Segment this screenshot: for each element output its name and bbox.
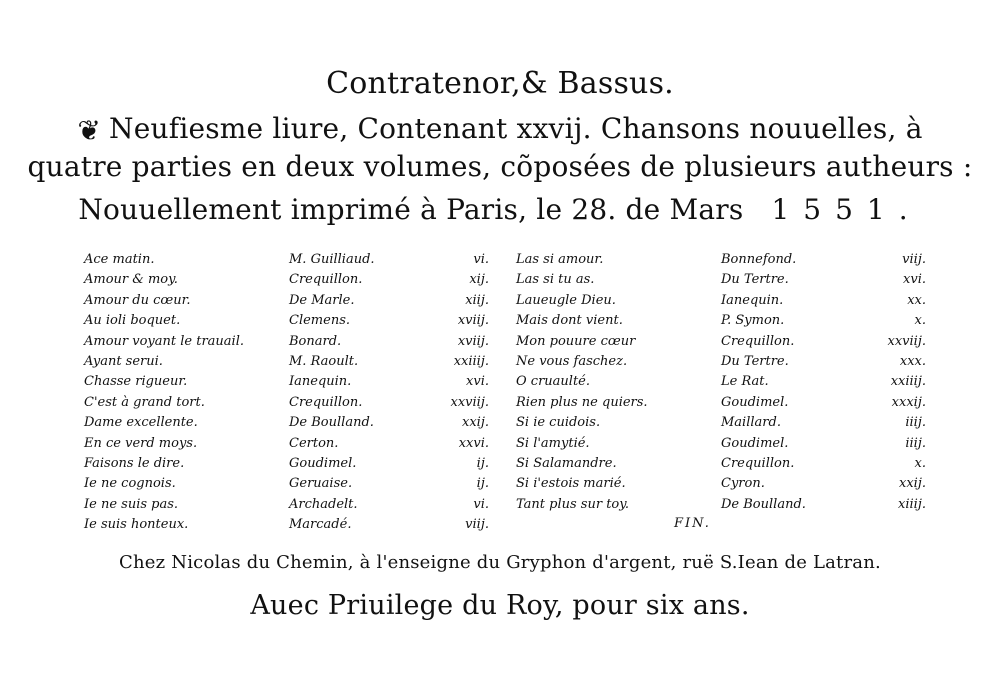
toc-folio-number: xij. bbox=[469, 272, 489, 288]
toc-composer: Archadelt. bbox=[289, 496, 358, 512]
book-title-line bbox=[0, 112, 1000, 147]
toc-song-title: Dame excellente. bbox=[84, 415, 198, 431]
toc-row bbox=[84, 293, 504, 313]
toc-composer: Bonard. bbox=[289, 333, 342, 349]
toc-row bbox=[516, 252, 936, 272]
toc-row bbox=[516, 395, 936, 415]
toc-song-title: Las si amour. bbox=[516, 252, 604, 267]
toc-song-title: Amour du cœur. bbox=[84, 292, 191, 308]
toc-song-title: Ie ne suis pas. bbox=[84, 496, 179, 512]
toc-folio-number: xiij. bbox=[465, 292, 489, 308]
toc-folio-number: xvi. bbox=[903, 272, 926, 288]
toc-row bbox=[516, 374, 936, 394]
toc-folio-number: xxij. bbox=[899, 476, 926, 492]
toc-song-title: Mon pouure cœur bbox=[516, 333, 636, 349]
toc-composer: Certon. bbox=[289, 435, 339, 451]
toc-folio-number: xxvi. bbox=[458, 435, 489, 451]
toc-row bbox=[516, 272, 936, 292]
toc-folio-number: iiij. bbox=[905, 415, 926, 431]
toc-song-title: Faisons le dire. bbox=[84, 456, 185, 471]
toc-composer: Du Tertre. bbox=[721, 272, 789, 288]
toc-row bbox=[516, 476, 936, 496]
toc-song-title: Mais dont vient. bbox=[516, 313, 623, 329]
toc-song-title: Si i'estois marié. bbox=[516, 476, 626, 492]
toc-folio-number: xx. bbox=[907, 292, 926, 308]
toc-composer: M. Raoult. bbox=[289, 354, 359, 369]
toc-folio-number: xxviij. bbox=[450, 394, 489, 410]
toc-song-title: Rien plus ne quiers. bbox=[516, 394, 648, 410]
printer-line: Chez Nicolas du Chemin, à l'enseigne du Gryphon d'argent, ruë S.Iean de Latran. bbox=[119, 552, 881, 573]
toc-composer: Maillard. bbox=[721, 415, 781, 431]
toc-song-title: O cruaulté. bbox=[516, 374, 590, 390]
imprint-line bbox=[0, 193, 1000, 226]
toc-row bbox=[84, 354, 504, 374]
toc-folio-number: xviij. bbox=[457, 313, 489, 329]
toc-composer: Clemens. bbox=[289, 313, 350, 329]
toc-row bbox=[84, 272, 504, 292]
toc-song-title: Ie suis honteux. bbox=[84, 517, 189, 533]
toc-folio-number: ij. bbox=[476, 476, 489, 492]
toc-row bbox=[84, 436, 504, 456]
toc-folio-number: xxviij. bbox=[887, 333, 926, 349]
fleuron-icon: ❦ bbox=[77, 114, 102, 147]
toc-composer: De Boulland. bbox=[721, 496, 806, 512]
toc-song-title: Las si tu as. bbox=[516, 272, 595, 288]
toc-composer: Goudimel. bbox=[289, 456, 357, 471]
toc-folio-number: xxiiij. bbox=[890, 374, 926, 390]
toc-song-title: Si l'amytié. bbox=[516, 435, 590, 451]
toc-composer: Crequillon. bbox=[721, 456, 795, 471]
toc-folio-number: xvi. bbox=[466, 374, 489, 390]
toc-row bbox=[84, 395, 504, 415]
toc-song-title: Si Salamandre. bbox=[516, 456, 617, 471]
toc-row bbox=[516, 415, 936, 435]
toc-row bbox=[516, 293, 936, 313]
toc-composer: Du Tertre. bbox=[721, 354, 789, 369]
toc-composer: M. Guilliaud. bbox=[289, 252, 375, 267]
toc-row bbox=[84, 476, 504, 496]
toc-folio-number: xxij. bbox=[462, 415, 489, 431]
toc-folio-number: vi. bbox=[473, 252, 489, 267]
toc-song-title: Chasse rigueur. bbox=[84, 374, 188, 390]
toc-folio-number: x. bbox=[914, 456, 926, 471]
toc-song-title: Amour & moy. bbox=[84, 272, 178, 288]
toc-song-title: En ce verd moys. bbox=[84, 435, 198, 451]
toc-row bbox=[516, 497, 936, 517]
imprint-text: Nouuellement imprimé à Paris, le 28. de Mars bbox=[78, 193, 744, 226]
toc-composer: Crequillon. bbox=[289, 272, 363, 288]
toc-song-title: Ie ne cognois. bbox=[84, 476, 176, 492]
toc-row bbox=[516, 334, 936, 354]
toc-composer: Geruaise. bbox=[289, 476, 353, 492]
toc-row bbox=[516, 313, 936, 333]
toc-song-title: Ne vous faschez. bbox=[516, 354, 628, 369]
toc-song-title: Ace matin. bbox=[84, 252, 155, 267]
toc-composer: Goudimel. bbox=[721, 394, 789, 410]
toc-row bbox=[84, 313, 504, 333]
toc-composer: Le Rat. bbox=[721, 374, 769, 390]
toc-composer: Crequillon. bbox=[289, 394, 363, 410]
toc-row bbox=[84, 374, 504, 394]
toc-folio-number: viij. bbox=[902, 252, 926, 267]
toc-composer: De Marle. bbox=[289, 292, 355, 308]
toc-row bbox=[516, 436, 936, 456]
toc-folio-number: xviij. bbox=[457, 333, 489, 349]
toc-row bbox=[516, 354, 936, 374]
toc-row bbox=[84, 334, 504, 354]
toc-folio-number: iiij. bbox=[905, 435, 926, 451]
toc-row bbox=[84, 497, 504, 517]
voice-part-heading: Contratenor,& Bassus. bbox=[326, 66, 674, 101]
toc-composer: Crequillon. bbox=[721, 333, 795, 349]
toc-folio-number: vi. bbox=[473, 496, 489, 512]
privilege-line: Auec Priuilege du Roy, pour six ans. bbox=[250, 590, 750, 621]
toc-song-title: Ayant serui. bbox=[84, 354, 163, 369]
toc-composer: P. Symon. bbox=[721, 313, 785, 329]
toc-song-title: C'est à grand tort. bbox=[84, 394, 205, 410]
toc-song-title: Tant plus sur toy. bbox=[516, 496, 629, 512]
imprint-year: 1551. bbox=[771, 193, 922, 226]
toc-composer: Ianequin. bbox=[289, 374, 352, 390]
toc-folio-number: x. bbox=[914, 313, 926, 329]
toc-folio-number: xxiiij. bbox=[453, 354, 489, 369]
toc-song-title: Au ioli boquet. bbox=[84, 313, 181, 329]
toc-row bbox=[516, 456, 936, 476]
toc-song-title: Laueugle Dieu. bbox=[516, 292, 616, 308]
toc-folio-number: xxx. bbox=[899, 354, 926, 369]
toc-row bbox=[84, 456, 504, 476]
book-title-text: Neufiesme liure, Contenant xxvij. Chansons nouuelles, à bbox=[109, 112, 923, 145]
toc-composer: Bonnefond. bbox=[721, 252, 797, 267]
toc-song-title: Si ie cuidois. bbox=[516, 415, 601, 431]
book-subtitle-line: quatre parties en deux volumes, cõposées de plusieurs autheurs : bbox=[27, 150, 973, 183]
toc-composer: Ianequin. bbox=[721, 292, 784, 308]
toc-folio-number: xiiij. bbox=[898, 496, 926, 512]
toc-song-title: Amour voyant le trauail. bbox=[84, 333, 244, 349]
toc-folio-number: ij. bbox=[476, 456, 489, 471]
fin-mark: FIN. bbox=[674, 516, 711, 531]
toc-composer: Marcadé. bbox=[289, 517, 352, 533]
toc-composer: De Boulland. bbox=[289, 415, 374, 431]
toc-composer: Goudimel. bbox=[721, 435, 789, 451]
toc-row bbox=[84, 252, 504, 272]
toc-composer: Cyron. bbox=[721, 476, 765, 492]
toc-folio-number: xxxij. bbox=[891, 394, 926, 410]
toc-row bbox=[84, 517, 504, 537]
toc-folio-number: viij. bbox=[465, 517, 489, 533]
toc-row bbox=[84, 415, 504, 435]
